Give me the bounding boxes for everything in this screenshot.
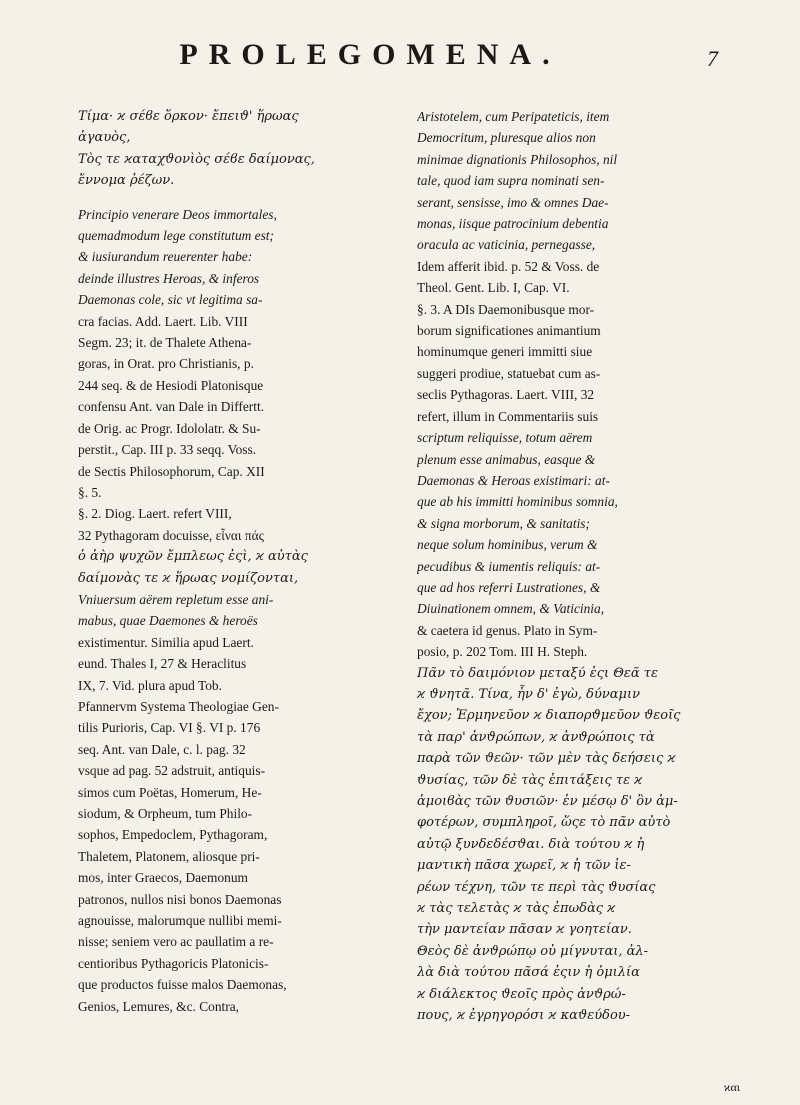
page-header	[0, 22, 800, 82]
text-line: serant, sensisse, imo & omnes Dae-	[417, 194, 609, 210]
text-line: 244 seq. & de Hesiodi Platonisque	[78, 377, 264, 393]
text-line: Genios, Lemures, &c. Contra,	[78, 998, 240, 1014]
text-line: goras, in Orat. pro Christianis, p.	[78, 356, 254, 372]
text-line: Principio venerare Deos immortales,	[78, 206, 277, 222]
text-line: Vniuersum aërem repletum esse ani-	[78, 591, 274, 607]
text-line: 32 Pythagoram docuisse, εἶναι πάς	[78, 527, 264, 543]
text-line: πους, ϰ ἐγρηγορόσι ϰ καϑεύδου-	[417, 1008, 631, 1024]
text-line: vsque ad pag. 52 adstruit, antiquis-	[78, 763, 266, 779]
text-line: suggeri prodiue, statuebat cum as-	[417, 365, 601, 381]
text-line: que productos fuisse malos Daemonas,	[78, 977, 287, 993]
text-line: mabus, quae Daemones & heroës	[78, 613, 258, 629]
right-column	[417, 106, 747, 1086]
text-line: §. 2. Diog. Laert. refert VIII,	[78, 506, 232, 522]
text-line: δαίμονὰς τε ϰ ἥρωας νομίζονται,	[78, 570, 299, 586]
text-line: §. 5.	[78, 484, 102, 500]
text-line: que ab his immitti hominibus somnia,	[417, 494, 618, 510]
text-line: tale, quod iam supra nominati sen-	[417, 173, 605, 189]
text-line: Aristotelem, cum Peripateticis, item	[417, 109, 610, 124]
left-column	[78, 106, 403, 1086]
text-line: tilis Purioris, Cap. VI §. VI p. 176	[78, 720, 261, 736]
text-line: plenum esse animabus, easque &	[417, 451, 596, 467]
text-line: τὴν μαντείαν πᾶσαν ϰ γοητείαν.	[417, 922, 632, 938]
text-line: Diuinationem omnem, & Vaticinia,	[417, 601, 605, 617]
text-line: αὐτῷ ξυνδεδέσϑαι. διὰ τούτου ϰ ἡ	[417, 836, 645, 852]
text-line: & iusiurandum reuerenter habe:	[78, 249, 253, 265]
text-line: seq. Ant. van Dale, c. l. pag. 32	[78, 741, 246, 757]
text-line: confensu Ant. van Dale in Differtt.	[78, 399, 265, 415]
text-line: monas, iisque patrocinium debentia	[417, 216, 609, 232]
text-line: Πᾶν τὸ δαιμόνιον μεταξύ ἐςι Θεᾶ τε	[417, 665, 658, 681]
text-line: ϰ ϑνητᾶ. Τίνα, ἦν δ' ἐγὼ, δύναμιν	[417, 686, 640, 702]
text-line: φοτέρων, συμπληροῖ, ὥςε τὸ πᾶν αὐτὸ	[417, 815, 671, 831]
text-line: Democritum, pluresque alios non	[417, 130, 596, 146]
text-line: Τὸς τε ϰαταχϑονὶὸς σέϐε δαίμονας,	[78, 151, 315, 167]
text-line: IX, 7. Vid. plura apud Tob.	[78, 677, 222, 693]
text-line: borum significationes animantium	[417, 323, 601, 339]
text-line: ϰ τὰς τελετὰς ϰ τὰς ἐπωδὰς ϰ	[417, 901, 616, 917]
running-head: PROLEGOMENA.	[179, 38, 561, 71]
text-line: patronos, nullos nisi bonos Daemonas	[78, 891, 282, 907]
text-line: λὰ διὰ τούτου πᾶσά ἐςιν ἡ ὁμιλία	[417, 965, 640, 981]
text-line: de Orig. ac Progr. Idololatr. & Su-	[78, 420, 261, 436]
text-line: Idem afferit ibid. p. 52 & Voss. de	[417, 258, 600, 274]
text-line: ϑυσίας, τῶν δὲ τὰς ἐπιτάξεις τε ϰ	[417, 772, 643, 788]
text-line: μαντικὴ πᾶσα χωρεῖ, ϰ ἡ τῶν ἱε-	[417, 858, 631, 874]
text-line: posio, p. 202 Tom. III H. Steph.	[417, 644, 588, 660]
text-line: Pfannervm Systema Theologiae Gen-	[78, 698, 279, 714]
text-line: eund. Thales I, 27 & Heraclitus	[78, 656, 247, 672]
text-line: ὁ ἀὴρ ψυχῶν ἔμπλεως ἐςὶ, ϰ αὐτὰς	[78, 549, 308, 565]
text-line: pecudibus & iumentis reliquis: at-	[417, 558, 601, 574]
text-line: ἀμοιϐὰς τῶν ϑυσιῶν· ἐν μέσῳ δ' ὂν ἀμ-	[417, 794, 678, 809]
text-line: cra facias. Add. Laert. Lib. VIII	[78, 313, 248, 329]
text-line: neque solum hominibus, verum &	[417, 537, 598, 553]
catchword: ϰαι	[723, 1080, 740, 1094]
text-line: minimae dignationis Philosophos, nil	[417, 151, 618, 167]
text-line: mos, inter Graecos, Daemonum	[78, 870, 248, 886]
text-line: & caetera id genus. Plato in Sym-	[417, 622, 598, 638]
text-line: ἀγαυὸς,	[78, 130, 131, 146]
text-line: Thaletem, Platonem, aliosque pri-	[78, 848, 260, 864]
page-number: 7	[707, 46, 718, 71]
text-line: nisse; seniem vero ac paullatim a re-	[78, 934, 274, 950]
text-line: ϰ διάλεκτος ϑεοῖς πρὸς ἀνϑρώ-	[417, 986, 626, 1002]
text-line: existimentur. Similia apud Laert.	[78, 634, 254, 650]
text-line: Θεὸς δὲ ἀνϑρώπῳ οὐ μίγνυται, ἀλ-	[417, 943, 649, 959]
text-line: hominumque generi immitti siue	[417, 344, 593, 360]
text-line: quemadmodum lege constitutum est;	[78, 228, 274, 244]
text-line: & signa morborum, & sanitatis;	[417, 515, 590, 531]
text-line: perstit., Cap. III p. 33 seqq. Voss.	[78, 442, 257, 458]
text-line: Daemonas cole, sic vt legitima sa-	[78, 292, 263, 308]
text-line: παρὰ τῶν ϑεῶν· τῶν μὲν τὰς δεήσεις ϰ	[417, 751, 676, 767]
text-line: Theol. Gent. Lib. I, Cap. VI.	[417, 280, 570, 296]
text-line: refert, illum in Commentariis suis	[417, 408, 599, 424]
text-line	[78, 192, 403, 204]
text-line: simos cum Poëtas, Homerum, He-	[78, 784, 262, 800]
text-line: seclis Pythagoras. Laert. VIII, 32	[417, 387, 595, 403]
text-line: oracula ac vaticinia, pernegasse,	[417, 237, 596, 253]
text-line: Τίμα· ϰ σέϐε ὅρκον· ἔπειϑ' ἥρωας	[78, 109, 299, 124]
text-line: deinde illustres Heroas, & inferos	[78, 270, 260, 286]
text-line: ἔννομα ῥέζων.	[78, 173, 175, 189]
text-line: centioribus Pythagoricis Platonicis-	[78, 955, 269, 971]
text-line: τὰ παρ' ἀνϑρώπων, ϰ ἀνϑρώποις τὰ	[417, 729, 655, 745]
text-line: Segm. 23; it. de Thalete Athena-	[78, 335, 252, 351]
text-line: Daemonas & Heroas existimari: at-	[417, 472, 610, 488]
text-line: §. 3. A DIs Daemonibusque mor-	[417, 301, 595, 317]
text-line: ἔχον; Ἑρμηνεῦον ϰ διαπορϑμεῦον ϑεοῖς	[417, 708, 681, 724]
text-line: agnouisse, malorumque nullibi memi-	[78, 913, 282, 929]
text-line: sophos, Empedoclem, Pythagoram,	[78, 827, 268, 843]
text-line: siodum, & Orpheum, tum Philo-	[78, 806, 253, 821]
text-line: scriptum reliquisse, totum aërem	[417, 430, 593, 446]
text-line: de Sectis Philosophorum, Cap. XII	[78, 463, 265, 479]
text-line: ρέων τέχνη, τῶν τε περὶ τὰς ϑυσίας	[417, 879, 656, 895]
text-line: que ad hos referri Lustrationes, &	[417, 579, 601, 595]
